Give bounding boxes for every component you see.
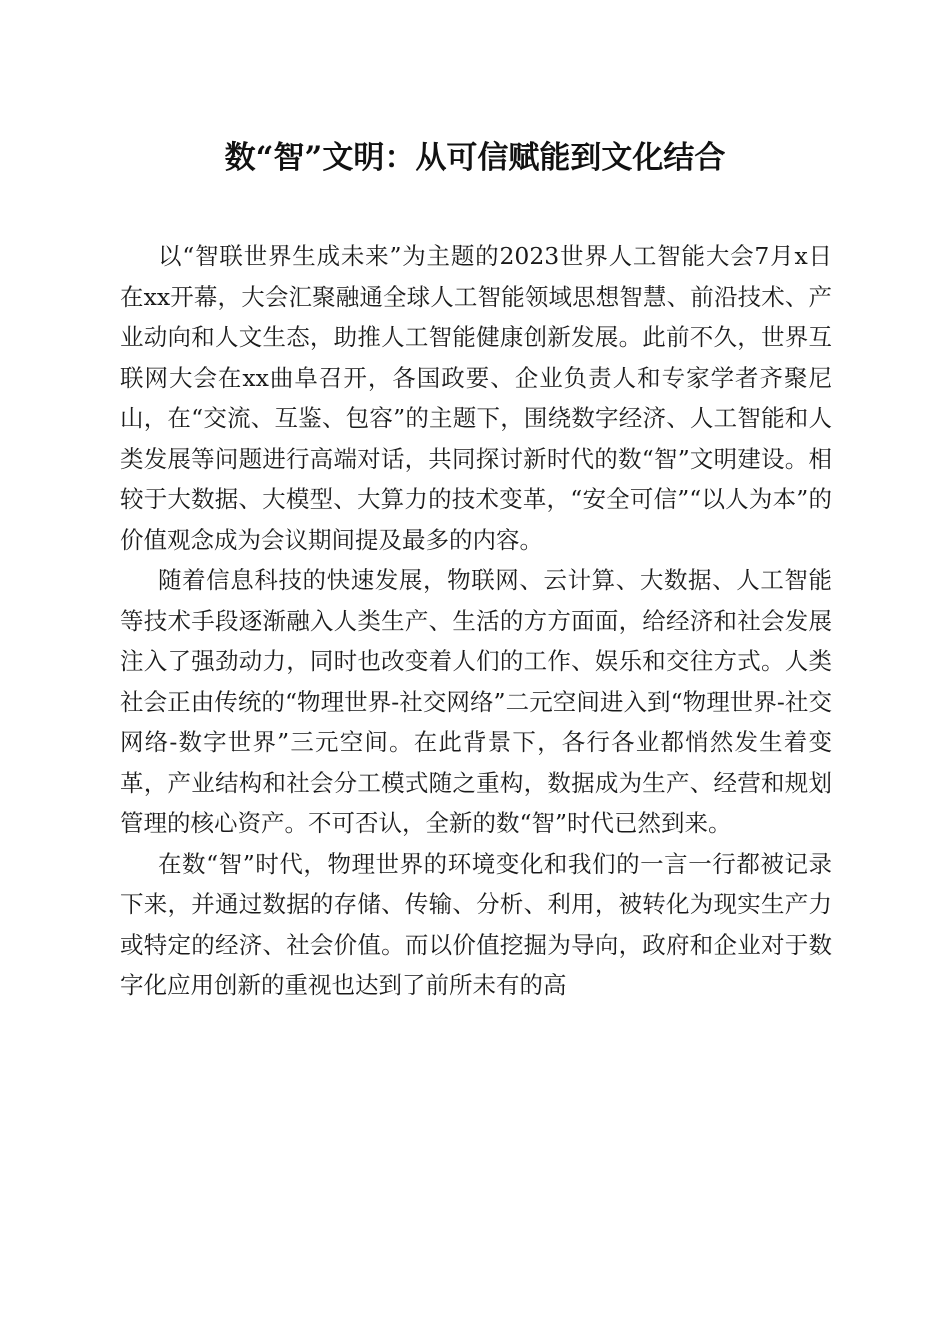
- paragraph-3: 在数“智”时代，物理世界的环境变化和我们的一言一行都被记录下来，并通过数据的存储、传输、分析、利用，被转化为现实生产力或特定的经济、社会价值。而以价值挖掘为导向，政府和企业对于数字化应用创新的重视也达到了前所未有的高: [120, 849, 832, 999]
- document-body: [120, 236, 832, 1006]
- paragraph-2: 随着信息科技的快速发展，物联网、云计算、大数据、人工智能等技术手段逐渐融入人类生产、生活的方方面面，给经济和社会发展注入了强劲动力，同时也改变着人们的工作、娱乐和交往方式。人类社会正由传统的“物理世界-社交网络”二元空间进入到“物理世界-社交网络-数字世界”三元空间。在此背景下，各行各业都悄然发生着变革，产业结构和社会分工模式随之重构，数据成为生产、经营和规划管理的核心资产。不可否认，全新的数“智”时代已然到来。: [120, 566, 832, 837]
- document-title: 数“智”文明：从可信赋能到文化结合: [224, 140, 726, 176]
- paragraph-1: 以“智联世界生成未来”为主题的2023世界人工智能大会7月x日在xx开幕，大会汇聚融通全球人工智能领域思想智慧、前沿技术、产业动向和人文生态，助推人工智能健康创新发展。此前不久，世界互联网大会在xx曲阜召开，各国政要、企业负责人和专家学者齐聚尼山，在“交流、互鉴、包容”的主题下，围绕数字经济、人工智能和人类发展等问题进行高端对话，共同探讨新时代的数“智”文明建设。相较于大数据、大模型、大算力的技术变革，“安全可信”“以人为本”的价值观念成为会议期间提及最多的内容。: [120, 242, 832, 554]
